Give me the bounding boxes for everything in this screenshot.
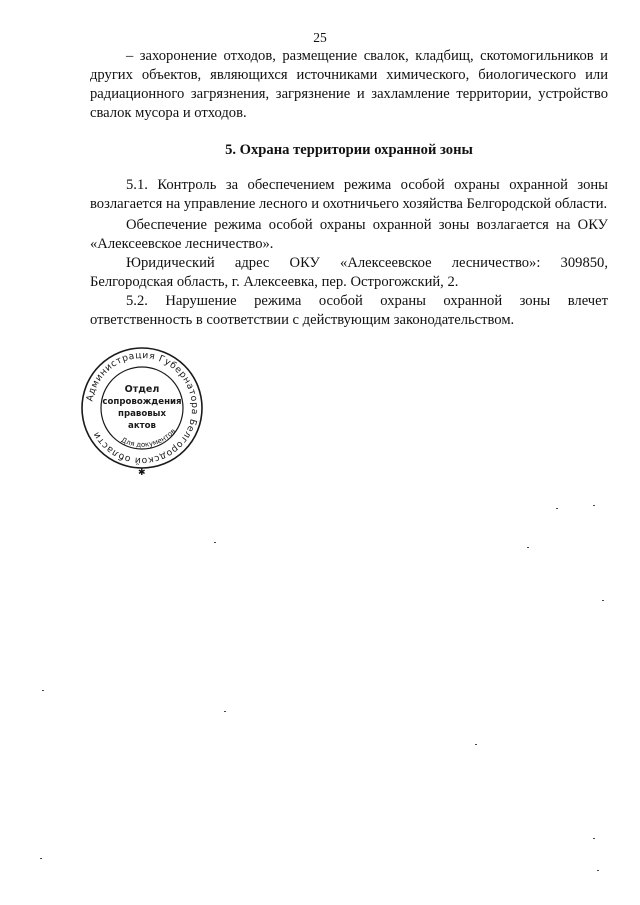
- paragraph-5-2: 5.2. Нарушение режима особой охраны охранной зоны влечет ответственность в соответствии с действующим законодательством.: [90, 293, 608, 328]
- paragraph-legal-address: Юридический адрес ОКУ «Алексеевское лесничество»: 309850, Белгородская область, г. Алексеевка, пер. Острогожский, 2.: [90, 255, 608, 290]
- page-number: 25: [313, 30, 327, 45]
- scan-speck: [593, 838, 595, 839]
- stamp-line-1: Отдел: [124, 384, 160, 395]
- stamp-outer-ring: [82, 348, 202, 468]
- official-stamp: [80, 346, 204, 470]
- stamp-line-2: сопровождения: [102, 397, 182, 407]
- scan-speck: [602, 600, 604, 601]
- scan-speck: [527, 547, 529, 548]
- section-body: [90, 176, 608, 330]
- scan-speck: [597, 870, 599, 871]
- intro-paragraph: – захоронение отходов, размещение свалок, кладбищ, скотомогильников и других объектов, являющихся источниками химического, биологического или радиационного загрязнения, загрязнение и захламление территории, устройство свалок мусора и отходов.: [90, 48, 608, 121]
- paragraph-supervision: Обеспечение режима особой охраны охранной зоны возлагается на ОКУ «Алексеевское лесничество».: [90, 217, 608, 252]
- scan-speck: [556, 508, 558, 509]
- stamp-bottom-text: Для документов: [119, 427, 178, 449]
- stamp-line-3: правовых: [118, 409, 166, 419]
- stamp-line-4: актов: [128, 421, 156, 431]
- scan-speck: [40, 858, 42, 859]
- stamp-ring-text: Администрация Губернатора Белгородской области: [84, 349, 201, 467]
- stamp-star-icon: ✱: [138, 467, 146, 477]
- scan-speck: [42, 690, 44, 691]
- scan-speck: [224, 711, 226, 712]
- scan-speck: [475, 744, 477, 745]
- scan-speck: [593, 505, 595, 506]
- intro-text-block: [90, 47, 608, 123]
- scan-speck: [214, 542, 216, 543]
- section-title: 5. Охрана территории охранной зоны: [225, 142, 473, 158]
- paragraph-5-1: 5.1. Контроль за обеспечением режима особой охраны охранной зоны возлагается на управление лесного и охотничьего хозяйства Белгородской области.: [90, 177, 608, 212]
